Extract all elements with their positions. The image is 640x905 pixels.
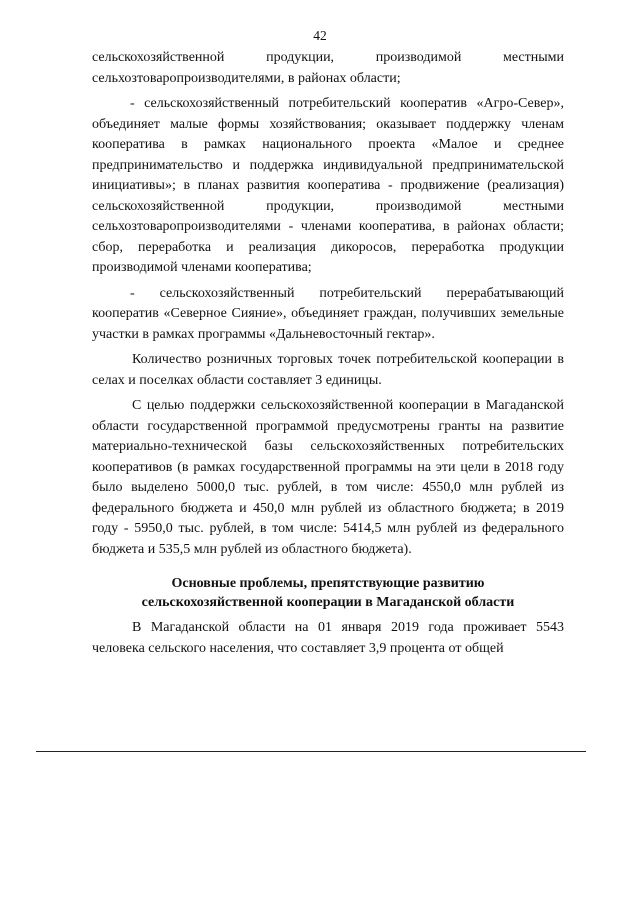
paragraph-agro-sever: - сельскохозяйственный потребительский кооператив «Агро-Север», объединяет малые формы хозяйствования; оказывает поддержку членам кооператива в рамках национального проекта «Малое и среднее предпринимательство и поддержка индивидуальной предпринимательской инициативы»; в планах развития кооператива - продвижение (реализация) сельскохозяйственной продукции, производимой местными сельхозтоваропроизводителями - членами кооператива, в районах области; сбор, переработка и реализация дикоросов, переработка продукции производимой членами кооператива; bbox=[92, 96, 564, 275]
section-heading-line-1: Основные проблемы, препятствующие развитию bbox=[171, 576, 485, 591]
paragraph-continuation: сельскохозяйственной продукции, производимой местными сельхозтоваропроизводителями, в районах области; bbox=[92, 50, 564, 86]
paragraph-population: В Магаданской области на 01 января 2019 года проживает 5543 человека сельского населения, что составляет 3,9 процента от общей bbox=[92, 620, 564, 656]
paragraph-retail-points: Количество розничных торговых точек потребительской кооперации в селах и поселках области составляет 3 единицы. bbox=[92, 352, 564, 388]
page-number: 42 bbox=[313, 28, 327, 43]
paragraph-grants: С целью поддержки сельскохозяйственной кооперации в Магаданской области государственной программой предусмотрены гранты на развитие материально-технической базы сельскохозяйственных потребительских кооперативов (в рамках государственной программы на эти цели в 2018 году было выделено 5000,0 тыс. рублей, в том числе: 4550,0 млн рублей из федерального бюджета и 450,0 млн рублей из областного бюджета; в 2019 году - 5950,0 тыс. рублей, в том числе: 5414,5 млн рублей из федерального бюджета и 535,5 млн рублей из областного бюджета). bbox=[92, 398, 564, 557]
paragraph-severnoe-siyanie: - сельскохозяйственный потребительский перерабатывающий кооператив «Северное Сияние», объединяет граждан, получивших земельные участки в рамках программы «Дальневосточный гектар». bbox=[92, 285, 564, 342]
document-body bbox=[92, 48, 564, 659]
section-heading bbox=[92, 574, 564, 612]
section-heading-line-2: сельскохозяйственной кооперации в Магаданской области bbox=[141, 595, 515, 610]
footer-divider bbox=[36, 751, 586, 752]
